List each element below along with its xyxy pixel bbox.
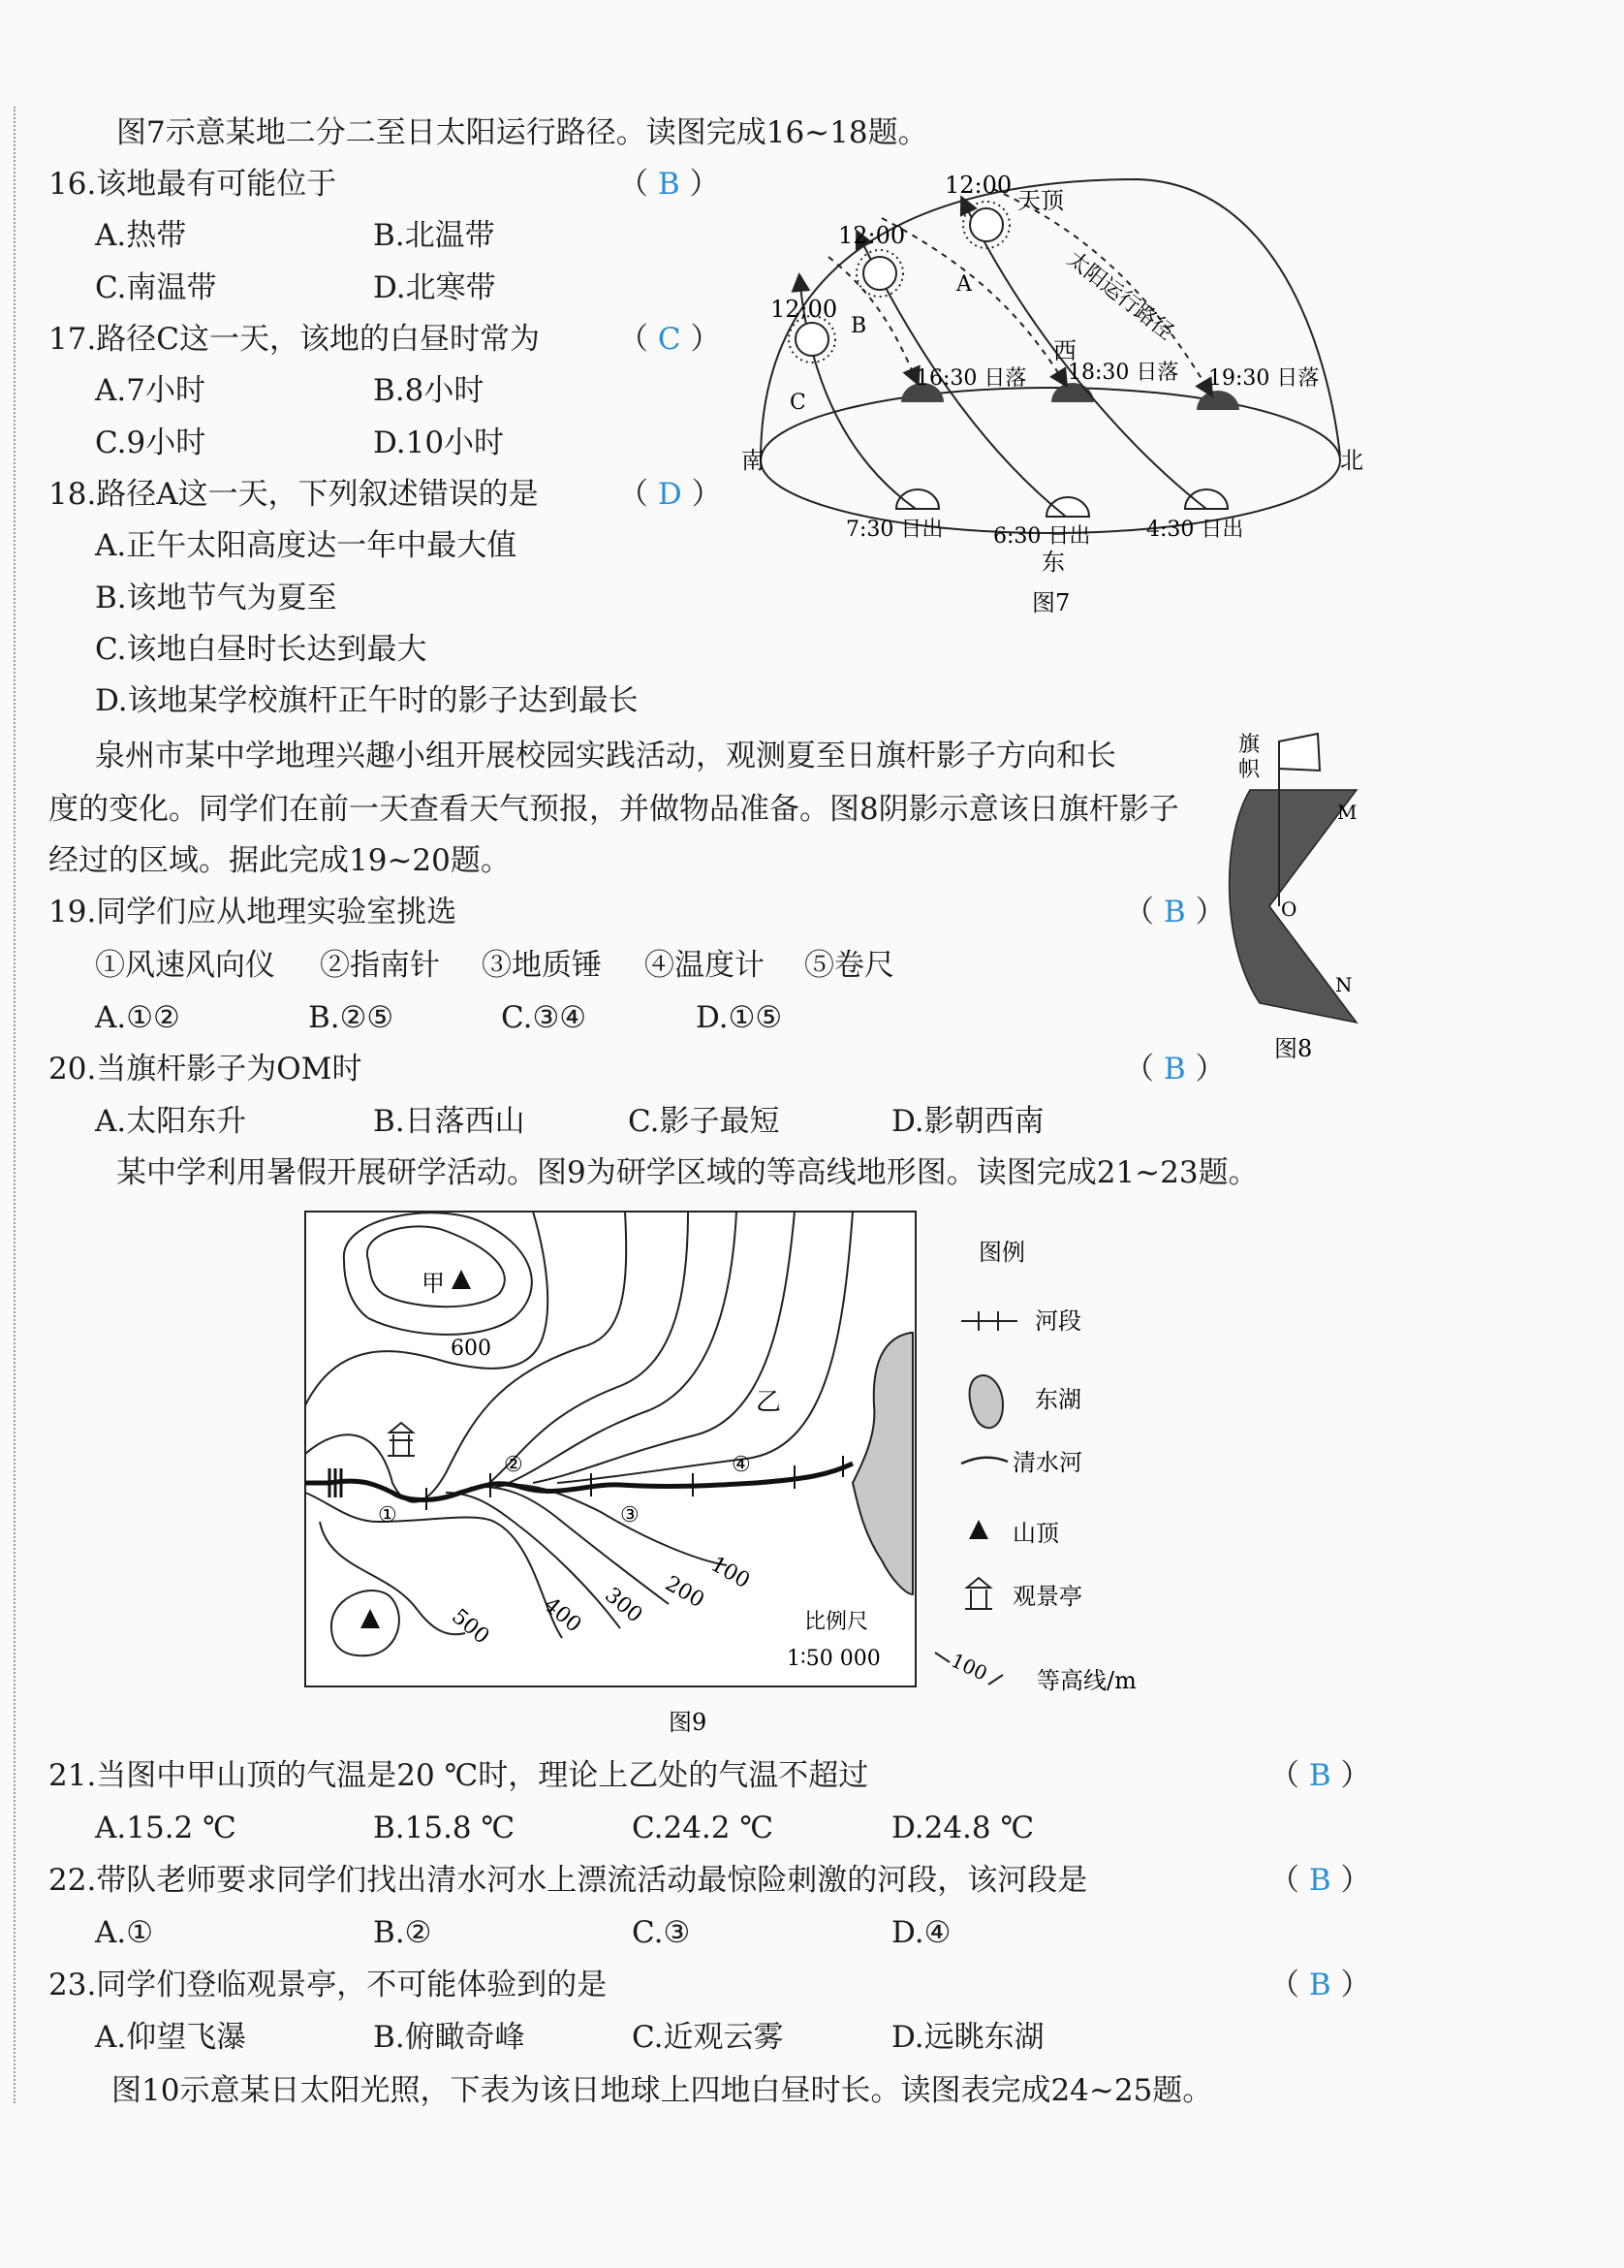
segment-1-label: ① xyxy=(378,1503,397,1528)
legend-river: 清水河 xyxy=(1013,1449,1082,1476)
figure-7-sun-paths xyxy=(732,160,1363,625)
sun-icon-c xyxy=(789,316,835,362)
flag-icon xyxy=(1279,734,1320,771)
sunrise-label-2: 6:30 日出 xyxy=(993,524,1091,549)
q20-answer: （ B ） xyxy=(1124,1052,1226,1087)
q20-option-d: D.影朝西南 xyxy=(891,1104,1045,1139)
q22-stem: 22.带队老师要求同学们找出清水河水上漂流活动最惊险刺激的河段，该河段是 xyxy=(48,1863,1088,1898)
q21-option-a: A.15.2 ℃ xyxy=(95,1811,236,1845)
segment-3-label: ③ xyxy=(620,1503,640,1528)
point-m-label: M xyxy=(1337,801,1358,824)
label-100: 100 xyxy=(706,1552,754,1594)
q16-option-a: A.热带 xyxy=(95,218,187,253)
q19-stem: 19.同学们应从地理实验室挑选 xyxy=(48,895,457,929)
q22-answer: （ B ） xyxy=(1269,1863,1371,1898)
legend-title: 图例 xyxy=(979,1239,1025,1266)
q22-option-d: D.④ xyxy=(891,1915,952,1950)
legend-pavilion: 观景亭 xyxy=(1013,1583,1082,1610)
legend-contour: 等高线/m xyxy=(1037,1667,1137,1694)
path-b-set xyxy=(882,218,1066,385)
q19-option-d: D.①⑤ xyxy=(696,1000,783,1035)
q17-option-d: D.10小时 xyxy=(373,425,505,460)
flag-label-1: 旗 xyxy=(1238,733,1261,757)
path-label-c: C xyxy=(790,391,806,415)
q18-answer: （ D ） xyxy=(618,477,722,512)
q16-option-b: B.北温带 xyxy=(373,218,495,253)
q23-option-b: B.俯瞰奇峰 xyxy=(373,2020,525,2055)
label-400: 400 xyxy=(539,1592,586,1638)
q20-option-a: A.太阳东升 xyxy=(95,1104,247,1139)
q23-stem: 23.同学们登临观景亭，不可能体验到的是 xyxy=(48,1968,608,2002)
segment-2-label: ② xyxy=(504,1453,523,1477)
q23-answer: （ B ） xyxy=(1269,1968,1371,2002)
zenith-label: 天顶 xyxy=(1017,187,1064,214)
legend-peak: 山顶 xyxy=(1013,1520,1059,1547)
q20-stem: 20.当旗杆影子为OM时 xyxy=(48,1052,362,1087)
margin-dotted-line xyxy=(14,107,16,2103)
segment-4-label: ④ xyxy=(732,1453,751,1477)
q23-option-a: A.仰望飞瀑 xyxy=(95,2020,247,2055)
intro-fig7: 图7示意某地二分二至日太阳运行路径。读图完成16~18题。 xyxy=(116,115,928,150)
sunrise-label-1: 7:30 日出 xyxy=(846,518,944,542)
intro-fig8-line2: 度的变化。同学们在前一天查看天气预报，并做物品准备。图8阴影示意该日旗杆影子 xyxy=(48,792,1179,827)
legend-lake: 东湖 xyxy=(1035,1386,1081,1413)
legend-lake-icon xyxy=(970,1375,1003,1428)
q22-option-b: B.② xyxy=(373,1915,432,1950)
label-200: 200 xyxy=(661,1571,708,1614)
q20-option-b: B.日落西山 xyxy=(373,1104,525,1139)
sun-path-label: 太阳运行路径 xyxy=(1062,247,1178,346)
q17-stem: 17.路径C这一天，该地的白昼时常为 xyxy=(48,322,541,357)
west-label: 西 xyxy=(1053,337,1077,364)
legend-contour-line-left xyxy=(935,1653,950,1662)
q21-option-d: D.24.8 ℃ xyxy=(891,1811,1035,1845)
path-label-a: A xyxy=(956,272,972,297)
sunset-label-1: 16:30 日落 xyxy=(916,366,1027,391)
q16-answer: （ B ） xyxy=(618,167,720,202)
q18-option-d: D.该地某学校旗杆正午时的影子达到最长 xyxy=(95,683,639,718)
figure-7-caption: 图7 xyxy=(1032,589,1071,616)
q18-stem: 18.路径A这一天，下列叙述错误的是 xyxy=(48,477,539,512)
q18-option-a: A.正午太阳高度达一年中最大值 xyxy=(95,528,517,563)
q18-option-c: C.该地白昼时长达到最大 xyxy=(95,632,427,667)
q19-option-a: A.①② xyxy=(95,1000,180,1035)
legend-pavilion-icon xyxy=(965,1578,992,1609)
sunrise-label-3: 4:30 日出 xyxy=(1146,518,1244,542)
flag-label-2: 帜 xyxy=(1238,758,1261,782)
scale-title: 比例尺 xyxy=(804,1610,869,1634)
q17-answer: （ C ） xyxy=(618,322,721,357)
q19-item-1: ①风速风向仪 xyxy=(95,948,275,983)
figure-8-flagpole-shadow xyxy=(1221,722,1395,1066)
sunset-label-2: 18:30 日落 xyxy=(1068,361,1179,385)
intro-fig10: 图10示意某日太阳光照，下表为该日地球上四地白昼时长。读图表完成24~25题。 xyxy=(111,2073,1213,2108)
q19-item-3: ③地质锤 xyxy=(482,948,602,983)
figure-8-caption: 图8 xyxy=(1274,1035,1313,1062)
noon-label-a: 12:00 xyxy=(945,172,1013,199)
point-o-label: O xyxy=(1281,898,1297,921)
q17-option-a: A.7小时 xyxy=(95,373,205,408)
intro-fig8-line3: 经过的区域。据此完成19~20题。 xyxy=(48,843,511,878)
sunset-label-3: 19:30 日落 xyxy=(1208,366,1320,391)
q16-option-c: C.南温带 xyxy=(95,270,217,305)
scale-value: 1∶50 000 xyxy=(787,1647,881,1671)
intro-fig9: 某中学利用暑假开展研学活动。图9为研学区域的等高线地形图。读图完成21~23题。 xyxy=(116,1155,1259,1190)
q21-option-b: B.15.8 ℃ xyxy=(373,1811,515,1845)
noon-label-c: 12:00 xyxy=(770,296,838,323)
legend-river-section: 河段 xyxy=(1035,1307,1081,1335)
legend-contour-line-right xyxy=(988,1675,1003,1685)
q22-option-c: C.③ xyxy=(632,1915,691,1950)
q23-option-d: D.远眺东湖 xyxy=(891,2020,1045,2055)
q19-option-b: B.②⑤ xyxy=(308,1000,394,1035)
noon-label-b: 12:00 xyxy=(838,222,906,249)
figure-9-contour-map xyxy=(300,1202,1153,1735)
q21-stem: 21.当图中甲山顶的气温是20 ℃时，理论上乙处的气温不超过 xyxy=(48,1758,869,1793)
q17-option-c: C.9小时 xyxy=(95,425,206,460)
legend-contour-value: 100 xyxy=(947,1648,991,1685)
label-600: 600 xyxy=(451,1337,491,1361)
q20-option-c: C.影子最短 xyxy=(628,1104,780,1139)
q19-item-4: ④温度计 xyxy=(644,948,765,983)
label-300: 300 xyxy=(600,1583,647,1628)
q21-answer: （ B ） xyxy=(1269,1758,1371,1793)
q22-option-a: A.① xyxy=(95,1915,154,1950)
q19-item-2: ②指南针 xyxy=(320,948,440,983)
label-yi: 乙 xyxy=(756,1388,782,1417)
q16-stem: 16.该地最有可能位于 xyxy=(48,167,337,202)
intro-fig8-line1: 泉州市某中学地理兴趣小组开展校园实践活动，观测夏至日旗杆影子方向和长 xyxy=(95,739,1116,773)
q19-item-5: ⑤卷尺 xyxy=(804,948,894,983)
q23-option-c: C.近观云雾 xyxy=(632,2020,784,2055)
north-label: 北 xyxy=(1340,447,1363,474)
q18-option-b: B.该地节气为夏至 xyxy=(95,581,337,615)
legend-river-icon xyxy=(961,1458,1008,1464)
label-500: 500 xyxy=(447,1604,494,1650)
q19-option-c: C.③④ xyxy=(501,1000,587,1035)
point-n-label: N xyxy=(1335,973,1353,996)
figure-9-caption: 图9 xyxy=(669,1709,707,1736)
path-label-b: B xyxy=(851,314,867,338)
q21-option-c: C.24.2 ℃ xyxy=(632,1811,774,1845)
label-jia: 甲 xyxy=(422,1270,445,1297)
q17-option-b: B.8小时 xyxy=(373,373,484,408)
legend-peak-icon xyxy=(969,1520,988,1539)
sun-icon-a xyxy=(963,202,1010,248)
sunset-marker-3 xyxy=(1197,391,1239,410)
south-label: 南 xyxy=(741,447,765,474)
q19-answer: （ B ） xyxy=(1124,895,1226,929)
q16-option-d: D.北寒带 xyxy=(373,270,496,305)
sunrise-marker-3 xyxy=(1185,489,1228,509)
east-label: 东 xyxy=(1042,549,1065,576)
